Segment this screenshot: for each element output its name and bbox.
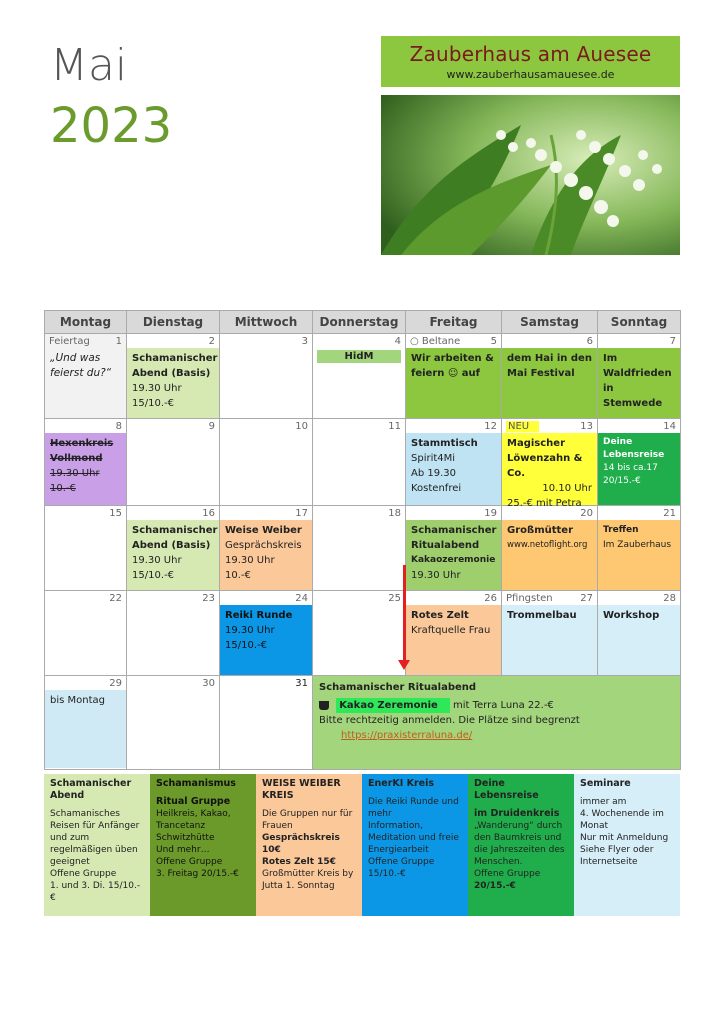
day-number: 12 <box>484 420 497 432</box>
day-number: 22 <box>109 592 122 604</box>
day-number: 15 <box>109 507 122 519</box>
day-cell[interactable] <box>406 334 502 419</box>
cup-icon <box>319 701 329 710</box>
event-title: HidM <box>317 350 401 363</box>
arrow-down-icon <box>398 660 410 670</box>
month-title: Mai <box>50 40 128 91</box>
day-number: 10 <box>295 420 308 432</box>
legend-line: Offene Gruppe <box>474 869 541 879</box>
week-row <box>45 591 681 676</box>
day-cell[interactable] <box>313 334 406 419</box>
legend-line: Schwitzhütte <box>156 833 215 843</box>
day-cell[interactable] <box>127 419 220 506</box>
weekday-header: Sonntag <box>598 311 681 334</box>
event-title: Reiki Runde <box>225 610 293 621</box>
new-badge: NEU <box>506 421 539 432</box>
day-number: 8 <box>115 420 122 432</box>
day-number: 26 <box>484 592 497 604</box>
weekday-header: Dienstag <box>127 311 220 334</box>
event-detail: Kraftquelle Frau <box>411 625 491 636</box>
event-host: mit Terra Luna 22.-€ <box>453 700 554 711</box>
event-time: 19.30 Uhr <box>225 625 275 636</box>
legend-line: Die Gruppen nur für Frauen <box>262 809 353 831</box>
day-cell[interactable] <box>220 419 313 506</box>
legend-title: Seminare <box>580 778 631 789</box>
event-highlight: Kakao Zeremonie <box>336 698 450 713</box>
event-price: 10.-€ <box>225 570 251 581</box>
event-title: dem Hai in den Mai Festival <box>502 348 597 418</box>
event-note: Bitte rechtzeitig anmelden. Die Plätze sind begrenzt <box>319 715 580 726</box>
weekday-header: Samstag <box>502 311 598 334</box>
legend-line: immer am <box>580 797 627 807</box>
day-cell[interactable] <box>127 334 220 419</box>
brand-title: Zauberhaus am Auesee <box>409 42 652 66</box>
event-title: Treffen <box>603 525 639 535</box>
day-cell[interactable] <box>313 506 406 591</box>
day-cell[interactable] <box>502 419 598 509</box>
day-cell[interactable] <box>406 591 502 676</box>
event-time: 10.10 Uhr <box>542 483 592 494</box>
day-number: 24 <box>295 592 308 604</box>
day-number: 1 <box>115 335 122 347</box>
weekday-header-row <box>45 311 681 334</box>
legend-box <box>256 774 362 916</box>
brand-banner <box>381 36 680 87</box>
legend-line: Information, Meditation und freie Energiearbeit <box>368 821 459 855</box>
day-number: 11 <box>388 420 401 432</box>
event-detail: Im Zauberhaus <box>603 540 672 550</box>
legend-line: 3. Freitag 20/15.-€ <box>156 869 239 879</box>
day-cell[interactable] <box>45 676 127 770</box>
weekday-header: Montag <box>45 311 127 334</box>
day-number: 29 <box>109 677 122 689</box>
weekday-header: Freitag <box>406 311 502 334</box>
day-number: 19 <box>484 507 497 519</box>
legend-subtitle: im Druidenkreis <box>474 808 560 819</box>
legend-line: Heilkreis, Kakao, Trancetanz <box>156 809 231 831</box>
event-time: 19.30 Uhr <box>50 468 100 479</box>
legend-subtitle: Ritual Gruppe <box>156 796 231 807</box>
week-row <box>45 506 681 591</box>
legend-line: 1. und 3. Di. 15/10.-€ <box>50 881 141 903</box>
day-number: 18 <box>388 507 401 519</box>
event-title: Deine Lebensreise <box>603 437 665 460</box>
legend-box <box>362 774 468 916</box>
calendar-table <box>44 310 681 770</box>
weekday-header: Mittwoch <box>220 311 313 334</box>
day-number: 7 <box>669 335 676 347</box>
legend-line: Rotes Zelt 15€ <box>262 857 336 867</box>
event-title: Wir arbeiten & feiern ☺ auf <box>406 348 501 418</box>
day-number: 13 <box>580 420 593 432</box>
event-detail: Spirit4Mi <box>411 453 456 464</box>
legend-line: Nur mit Anmeldung <box>580 833 669 843</box>
day-cell[interactable] <box>220 676 313 770</box>
day-cell[interactable] <box>502 506 598 591</box>
event-subtitle: Vollmond <box>50 453 103 464</box>
legend-line: Gesprächskreis 10€ <box>262 833 340 855</box>
event-title: Trommelbau <box>502 605 597 675</box>
day-cell[interactable] <box>127 591 220 676</box>
legend-line: 20/15.-€ <box>474 881 516 891</box>
legend-title: Schamanischer Abend <box>50 778 132 801</box>
day-cell[interactable] <box>313 591 406 676</box>
day-cell[interactable] <box>127 676 220 770</box>
day-cell[interactable] <box>598 334 681 419</box>
legend-title: EnerKI Kreis <box>368 778 434 789</box>
legend-box <box>150 774 256 916</box>
day-number: 2 <box>208 335 215 347</box>
event-title: Weise Weiber <box>225 525 302 536</box>
day-number: 9 <box>208 420 215 432</box>
legend-line: Und mehr… <box>156 845 210 855</box>
event-title: Schamanischer Abend (Basis) <box>132 353 218 379</box>
day-number: 23 <box>202 592 215 604</box>
day-number: 6 <box>586 335 593 347</box>
event-link[interactable]: www.netoflight.org <box>507 540 588 550</box>
day-number: 25 <box>388 592 401 604</box>
event-time: 19.30 Uhr <box>411 570 461 581</box>
event-link[interactable]: https://praxisterraluna.de/ <box>341 730 473 741</box>
day-cell[interactable] <box>127 506 220 591</box>
legend <box>44 774 680 916</box>
event-title: Stammtisch <box>411 438 478 449</box>
brand-url[interactable]: www.zauberhausamauesee.de <box>446 68 615 81</box>
day-number: 4 <box>394 335 401 347</box>
day-number: 30 <box>202 677 215 689</box>
day-cell[interactable] <box>45 334 127 419</box>
day-cell[interactable] <box>406 506 502 591</box>
event-time: Ab 19.30 <box>411 468 456 479</box>
event-title: Schamanischer Abend (Basis) <box>132 525 218 551</box>
legend-title: Deine Lebensreise <box>474 778 539 801</box>
event-detail: Gesprächskreis <box>225 540 302 551</box>
legend-box <box>468 774 574 916</box>
event-price: 10.-€ <box>50 483 76 494</box>
legend-line: Schamanisches Reisen für Anfänger und zum regelmäßigen üben geeignet <box>50 809 140 867</box>
day-cell[interactable] <box>598 591 681 676</box>
event-price: 15/10.-€ <box>225 640 267 651</box>
day-cell[interactable] <box>45 506 127 591</box>
week-row <box>45 334 681 419</box>
day-number: 31 <box>295 677 308 689</box>
day-cell[interactable] <box>45 419 127 506</box>
legend-box <box>44 774 150 916</box>
legend-line: 15/10.-€ <box>368 869 406 879</box>
legend-line: Großmütter Kreis by Jutta 1. Sonntag <box>262 869 354 891</box>
event-time: 14 bis ca.17 <box>603 463 658 473</box>
day-number: 5 <box>490 335 497 347</box>
event-title: Workshop <box>598 605 680 675</box>
event-time: 19.30 Uhr <box>132 555 182 566</box>
event-title: Im Waldfrieden in Stemwede <box>598 348 680 418</box>
day-cell[interactable] <box>502 591 598 676</box>
week-row <box>45 676 681 770</box>
legend-line: „Wanderung“ durch den Baumkreis und die Jahreszeiten des Menschen. <box>474 821 565 867</box>
legend-title: WEISE WEIBER KREIS <box>262 778 341 801</box>
day-note: bis Montag <box>45 690 126 768</box>
day-cell[interactable] <box>313 419 406 506</box>
year-title: 2023 <box>50 98 173 154</box>
day-cell[interactable] <box>598 506 681 591</box>
day-number: 17 <box>295 507 308 519</box>
event-time: 19.30 Uhr <box>132 383 182 394</box>
event-title: Rotes Zelt <box>411 610 469 621</box>
day-cell[interactable] <box>220 591 313 676</box>
legend-line: Siehe Flyer oder Internetseite <box>580 845 654 867</box>
legend-line: Offene Gruppe <box>368 857 435 867</box>
day-number: 14 <box>663 420 676 432</box>
event-title: Großmütter <box>507 525 574 536</box>
legend-line: Offene Gruppe <box>50 869 117 879</box>
event-title: Schamanischer Ritualabend <box>319 682 477 693</box>
holiday-label: Pfingsten <box>506 592 553 604</box>
legend-box <box>574 774 680 916</box>
event-title: Magischer Löwenzahn & Co. <box>507 438 583 479</box>
arrow-line <box>403 565 406 665</box>
event-price: 20/15.-€ <box>603 476 641 486</box>
day-number: 21 <box>663 507 676 519</box>
legend-title: Schamanismus <box>156 778 236 789</box>
holiday-label: Feiertag <box>49 335 90 347</box>
event-time: 19.30 Uhr <box>225 555 275 566</box>
event-price: Kostenfrei <box>411 483 462 494</box>
event-price: 15/10.-€ <box>132 398 174 409</box>
legend-line: Die Reiki Runde und mehr <box>368 797 459 819</box>
day-cell[interactable] <box>598 419 681 506</box>
day-number: 16 <box>202 507 215 519</box>
lily-of-the-valley-photo <box>381 95 680 255</box>
event-detail: Kakaozeremonie <box>411 555 496 565</box>
beltane-label: ○ Beltane <box>410 335 461 347</box>
day-cell[interactable] <box>220 334 313 419</box>
day-number: 3 <box>301 335 308 347</box>
event-price: 25.-€ mit Petra <box>507 498 582 509</box>
week-row <box>45 419 681 506</box>
event-price: 15/10.-€ <box>132 570 174 581</box>
event-title: Hexenkreis <box>50 438 114 449</box>
day-cell[interactable] <box>220 506 313 591</box>
weekday-header: Donnerstag <box>313 311 406 334</box>
event-banner[interactable] <box>313 676 681 770</box>
day-note: „Und was feierst du?“ <box>50 352 112 379</box>
legend-line: 4. Wochenende im Monat <box>580 809 664 831</box>
day-cell[interactable] <box>502 334 598 419</box>
legend-line: Offene Gruppe <box>156 857 223 867</box>
day-number: 28 <box>663 592 676 604</box>
day-number: 27 <box>580 592 593 604</box>
event-title: Schamanischer Ritualabend <box>411 525 497 551</box>
day-number: 20 <box>580 507 593 519</box>
day-cell[interactable] <box>406 419 502 506</box>
day-cell[interactable] <box>45 591 127 676</box>
